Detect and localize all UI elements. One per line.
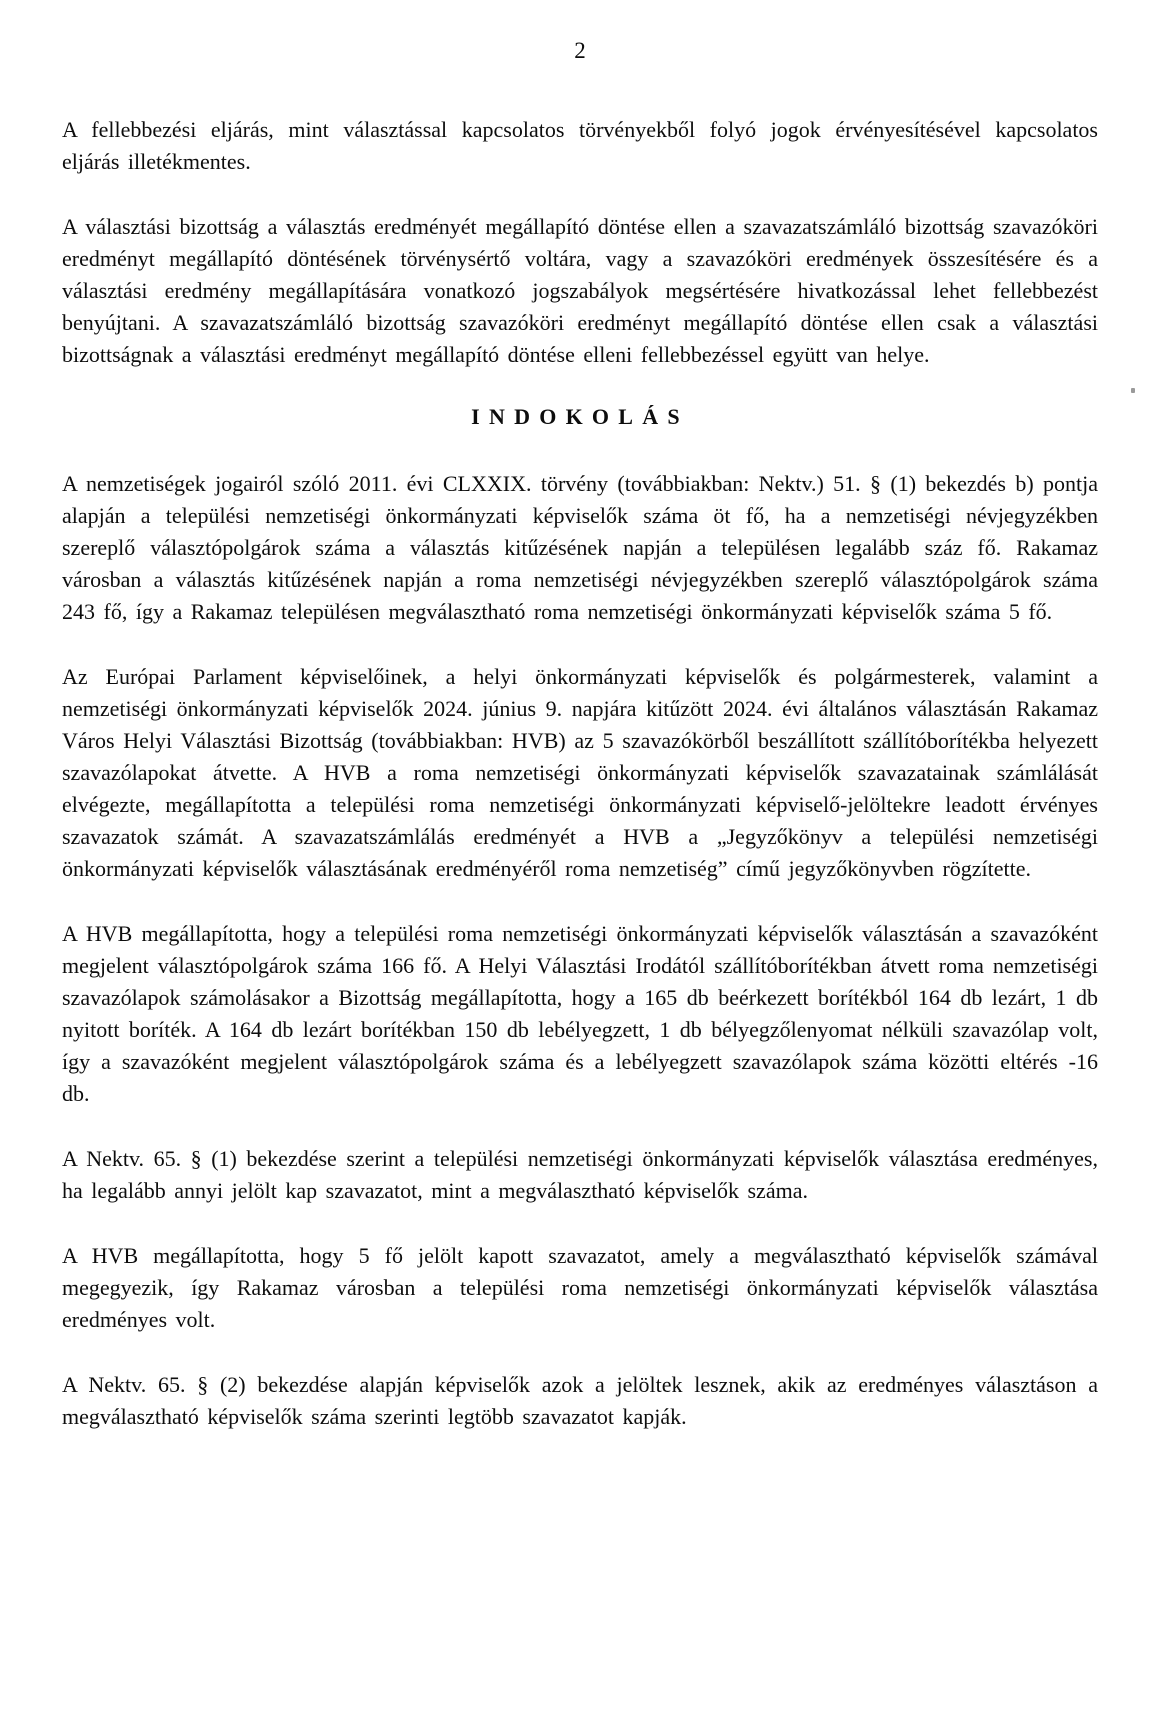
paragraph-hvb-vote-counting: Az Európai Parlament képviselőinek, a helyi önkormányzati képviselők és polgármesterek, valamint a nemzetiségi önkormányzati képviselők 2024. június 9. napjára kitűzött 2024. évi általános választásán Rakamaz Város Helyi Választási Bizottság (továbbiakban: HVB) az 5 szavazókörből beszállított szállítóborítékba helyezett szavazólapokat átvette. A HVB a roma nemzetiségi önkormányzati képviselők szavazatainak számlálását elvégezte, megállapította a települési roma nemzetiségi önkormányzati képviselő-jelöltekre leadott érvényes szavazatok számát. A szavazatszámlálás eredményét a HVB a „Jegyzőkönyv a települési nemzetiségi önkormányzati képviselők választásának eredményéről roma nemzetiség” című jegyzőkönyvben rögzítette. xyxy=(62,664,1098,881)
paragraph-appeal-grounds: A választási bizottság a választás eredményét megállapító döntése ellen a szavazatszámláló bizottság szavazóköri eredményt megállapító döntésének törvénysértő voltára, vagy a szavazóköri eredmények összesítésére és a választási eredmény megállapítására vonatkozó jogszabályok megsértésére hivatkozással lehet fellebbezést benyújtani. A szavazatszámláló bizottság szavazóköri eredményt megállapító döntése ellen csak a választási bizottságnak a választási eredményt megállapító döntése elleni fellebbezéssel együtt van helye. xyxy=(62,214,1098,367)
paragraph-hvb-findings-ballots: A HVB megállapította, hogy a települési roma nemzetiségi önkormányzati képviselők választásán a szavazóként megjelent választópolgárok száma 166 fő. A Helyi Választási Irodától szállítóborítékban átvett roma nemzetiségi szavazólapok számolásakor a Bizottság megállapította, hogy a 165 db beérkezett borítékból 164 db lezárt, 1 db nyitott boríték. A 164 db lezárt borítékban 150 db lebélyegzett, 1 db bélyegzőlenyomat nélküli szavazólap volt, így a szavazóként megjelent választópolgárok száma és a lebélyegzett szavazólapok száma közötti eltérés -16 db. xyxy=(62,921,1098,1106)
paragraph-hvb-election-successful: A HVB megállapította, hogy 5 fő jelölt kapott szavazatot, amely a megválasztható képviselők számával megegyezik, így Rakamaz városban a települési roma nemzetiségi önkormányzati képviselők választása eredményes volt. xyxy=(62,1243,1098,1332)
paragraph-nektv-65-2-winners-rule: A Nektv. 65. § (2) bekezdése alapján képviselők azok a jelöltek lesznek, akik az eredményes választáson a megválasztható képviselők száma szerinti legtöbb szavazatot kapják. xyxy=(62,1372,1098,1429)
page-number: 2 xyxy=(574,38,586,63)
paragraph-nektv-51-representative-count: A nemzetiségek jogairól szóló 2011. évi CLXXIX. törvény (továbbiakban: Nektv.) 51. § (1) bekezdés b) pontja alapján a települési nemzetiségi önkormányzati képviselők száma öt fő, ha a nemzetiségi névjegyzékben szereplő választópolgárok száma a választás kitűzésének napján a településen legalább száz fő. Rakamaz városban a választás kitűzésének napján a roma nemzetiségi névjegyzékben szereplő választópolgárok száma 243 fő, így a Rakamaz településen megválasztható roma nemzetiségi önkormányzati képviselők száma 5 fő. xyxy=(62,471,1098,624)
scan-artifact-speck xyxy=(1131,388,1135,393)
section-heading-indokolas: INDOKOLÁS xyxy=(471,404,689,429)
paragraph-nektv-65-1-validity-rule: A Nektv. 65. § (1) bekezdése szerint a települési nemzetiségi önkormányzati képviselők választása eredményes, ha legalább annyi jelölt kap szavazatot, mint a megválasztható képviselők száma. xyxy=(62,1146,1098,1203)
paragraph-appeal-fee-exemption: A fellebbezési eljárás, mint választással kapcsolatos törvényekből folyó jogok érvényesítésével kapcsolatos eljárás illetékmentes. xyxy=(62,117,1098,174)
